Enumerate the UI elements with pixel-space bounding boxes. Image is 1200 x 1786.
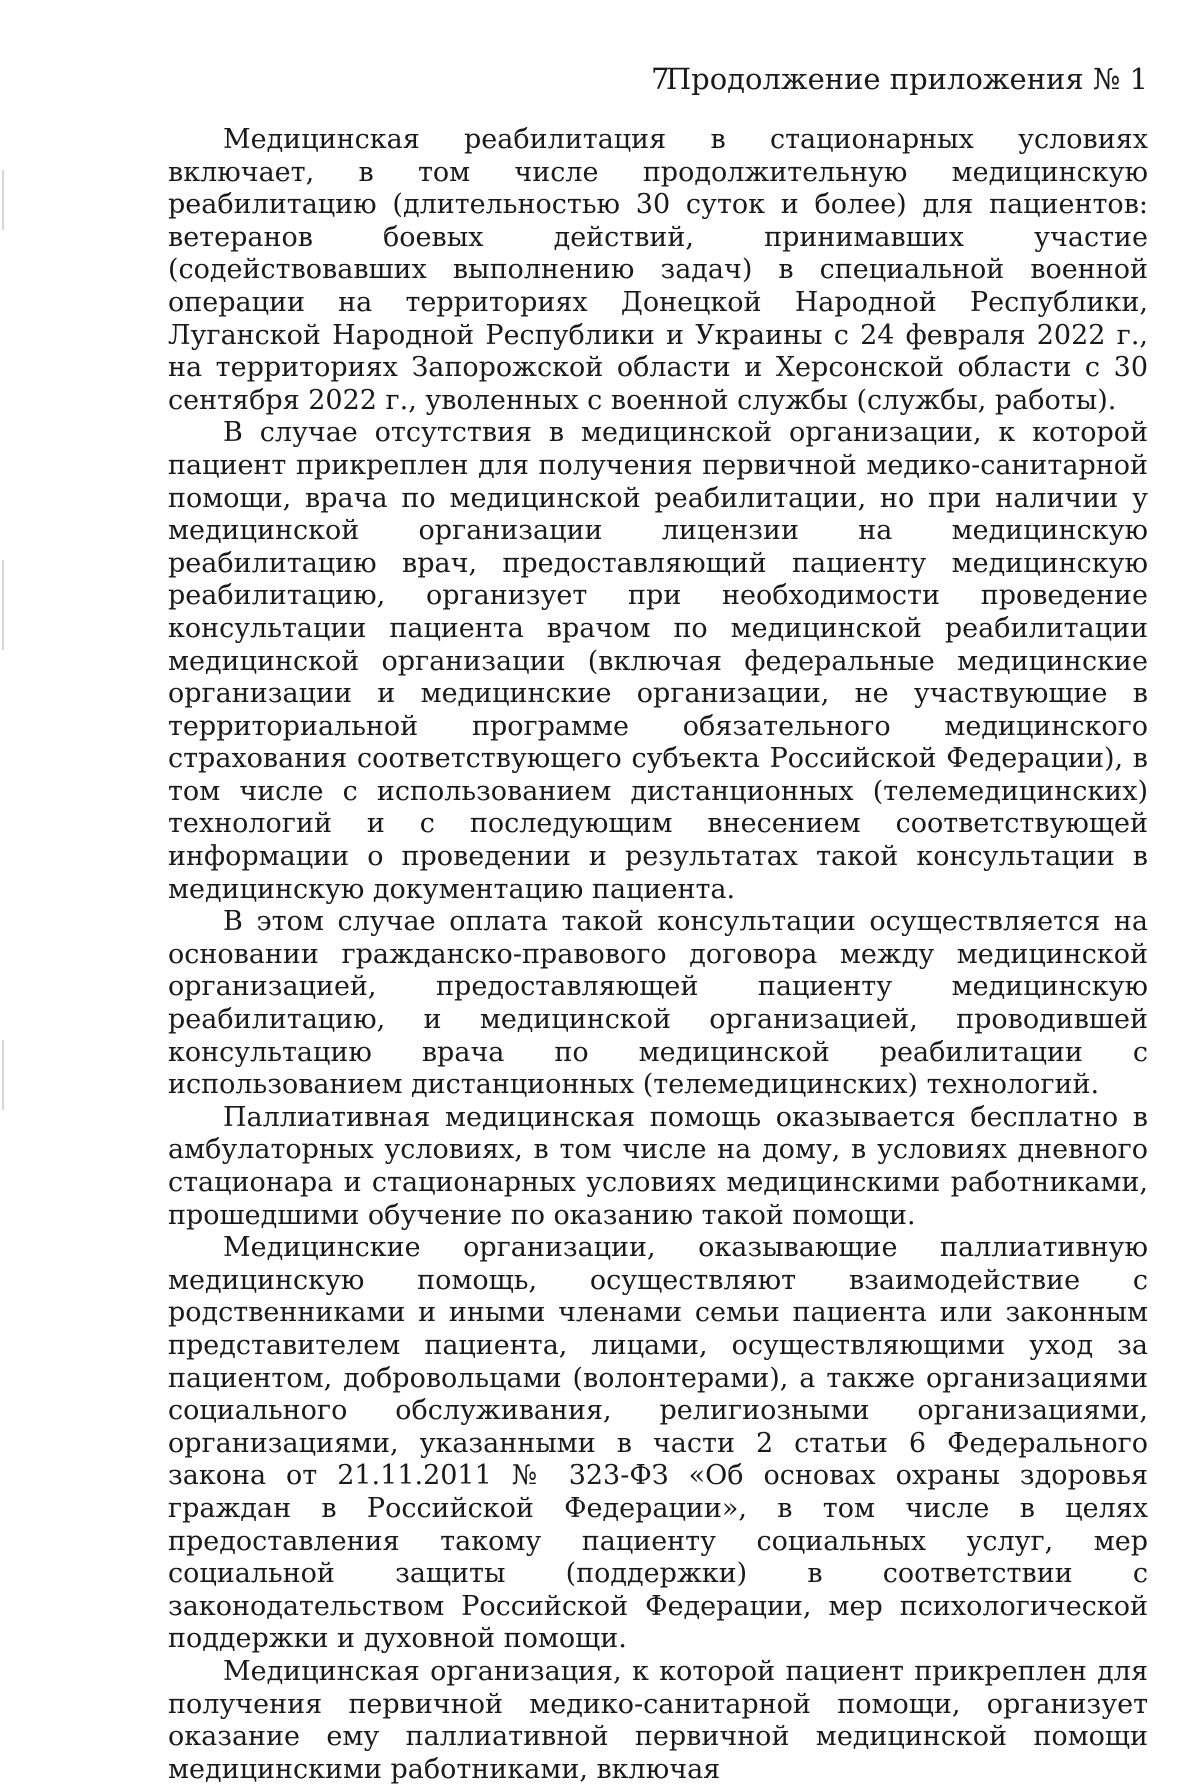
document-body — [168, 124, 1148, 1786]
page-number: 7 — [651, 62, 670, 96]
paragraph-primary-palliative: Медицинская организация, к которой пациент прикреплен для получения первичной медико-санитарной помощи, организует оказание ему паллиативной первичной медицинской помощи медицинскими работниками, включая — [168, 1655, 1148, 1785]
scan-mark — [2, 170, 4, 230]
scan-mark — [2, 1040, 4, 1110]
paragraph-palliative-care: Паллиативная медицинская помощь оказывается бесплатно в амбулаторных условиях, в том числе на дому, в условиях дневного стационара и стационарных условиях медицинскими работниками, прошедшими обучение по оказанию такой помощи. — [168, 1101, 1148, 1231]
paragraph-consultation-payment: В этом случае оплата такой консультации осуществляется на основании гражданско-правового договора между медицинской организацией, предоставляющей пациенту медицинскую реабилитацию, и медицинской организацией, проводившей консультацию врача по медицинской реабилитации с использованием дистанционных (телемедицинских) технологий. — [168, 906, 1148, 1101]
appendix-continuation-header: Продолжение приложения № 1 — [665, 62, 1148, 96]
scan-mark — [2, 560, 4, 650]
paragraph-rehabilitation-inpatient: Медицинская реабилитация в стационарных условиях включает, в том числе продолжительную медицинскую реабилитацию (длительностью 30 суток и более) для пациентов: ветеранов боевых действий, принимавших участие (содействовавших выполнению задач) в специальной военной операции на территориях Донецкой Народной Республики, Луганской Народной Республики и Украины с 24 февраля 2022 г., на территориях Запорожской области и Херсонской области с 30 сентября 2022 г., уволенных с военной службы (службы, работы). — [168, 124, 1148, 416]
scan-edge-marks — [0, 0, 12, 1697]
paragraph-palliative-organizations: Медицинские организации, оказывающие паллиативную медицинскую помощь, осуществляют взаимодействие с родственниками и иными членами семьи пациента или законным представителем пациента, лицами, осуществляющими уход за пациентом, добровольцами (волонтерами), а также организациями социального обслуживания, религиозными организациями, организациями, указанными в части 2 статьи 6 Федерального закона от 21.11.2011 № 323-ФЗ «Об основах охраны здоровья граждан в Российской Федерации», в том числе в целях предоставления такому пациенту социальных услуг, мер социальной защиты (поддержки) в соответствии с законодательством Российской Федерации, мер психологической поддержки и духовной помощи. — [168, 1232, 1148, 1655]
paragraph-rehabilitation-consultation: В случае отсутствия в медицинской организации, к которой пациент прикреплен для получения первичной медико-санитарной помощи, врача по медицинской реабилитации, но при наличии у медицинской организации лицензии на медицинскую реабилитацию врач, предоставляющий пациенту медицинскую реабилитацию, организует при необходимости проведение консультации пациента врачом по медицинской реабилитации медицинской организации (включая федеральные медицинские организации и медицинские организации, не участвующие в территориальной программе обязательного медицинского страхования соответствующего субъекта Российской Федерации), в том числе с использованием дистанционных (телемедицинских) технологий и с последующим внесением соответствующей информации о проведении и результатах такой консультации в медицинскую документацию пациента. — [168, 417, 1148, 905]
